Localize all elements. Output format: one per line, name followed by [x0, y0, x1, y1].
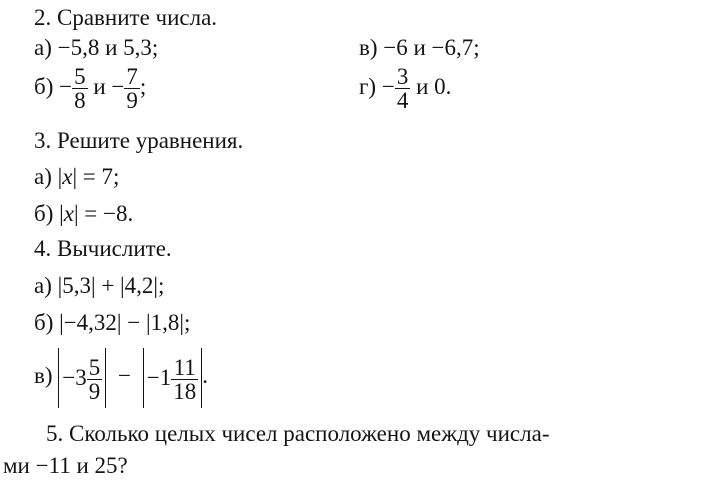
task5-line1: 5. Сколько целых чисел расположено между числа-: [46, 421, 550, 446]
task2-item-b: [34, 62, 146, 112]
fraction: [171, 356, 198, 403]
task2-item-a: а) −5,8 и 5,3;: [34, 35, 159, 60]
fraction: [124, 65, 140, 112]
mixed-whole: −1: [146, 364, 172, 390]
fraction-denominator: 9: [88, 378, 101, 404]
task2-item-g: [359, 62, 451, 112]
task3-item-a: [34, 163, 119, 191]
mixed-whole: −3: [62, 364, 87, 390]
task2-g-end: и 0.: [410, 74, 452, 99]
task2-g-prefix: г) −: [359, 74, 395, 99]
task4-v-end: .: [202, 363, 208, 388]
task3-item-b: [34, 200, 133, 228]
task3-a-prefix: а) |: [34, 164, 63, 189]
task4-title: 4. Вычислите.: [34, 236, 172, 261]
task3-b-end: | = −8.: [73, 201, 134, 226]
task4-item-v: [34, 346, 208, 408]
fraction-denominator: 18: [173, 378, 197, 404]
variable-x: x: [62, 164, 73, 189]
fraction: [395, 65, 411, 112]
task2-b-end: ;: [139, 74, 147, 99]
task4-item-b: б) |−4,32| − |1,8|;: [34, 310, 191, 335]
task5-line2: ми −11 и 25?: [3, 453, 128, 478]
task4-v-prefix: в): [34, 363, 53, 388]
fraction-denominator: 9: [126, 88, 138, 114]
task2-b-mid: и −: [87, 74, 125, 99]
task3-title: 3. Решите уравнения.: [34, 128, 244, 153]
fraction-numerator: 11: [171, 356, 198, 380]
task4-item-a: а) |5,3| + |4,2|;: [34, 273, 165, 298]
fraction-numerator: 5: [74, 64, 86, 90]
fraction: [87, 356, 103, 403]
fraction-numerator: 7: [126, 64, 138, 90]
fraction-numerator: 5: [88, 354, 101, 380]
fraction-numerator: 3: [396, 64, 409, 90]
operator-minus: −: [118, 363, 131, 388]
variable-x: x: [63, 201, 74, 226]
absolute-value-1: [58, 348, 106, 408]
task2-title: 2. Сравните числа.: [34, 5, 218, 30]
fraction-denominator: 4: [396, 88, 409, 114]
fraction: [72, 65, 88, 112]
task3-b-prefix: б) |: [34, 201, 64, 226]
absolute-value-2: [143, 348, 202, 408]
task2-b-prefix: б) −: [34, 74, 73, 99]
task2-item-v: в) −6 и −6,7;: [359, 35, 480, 60]
fraction-denominator: 8: [74, 88, 86, 114]
task3-a-end: | = 7;: [72, 164, 120, 189]
